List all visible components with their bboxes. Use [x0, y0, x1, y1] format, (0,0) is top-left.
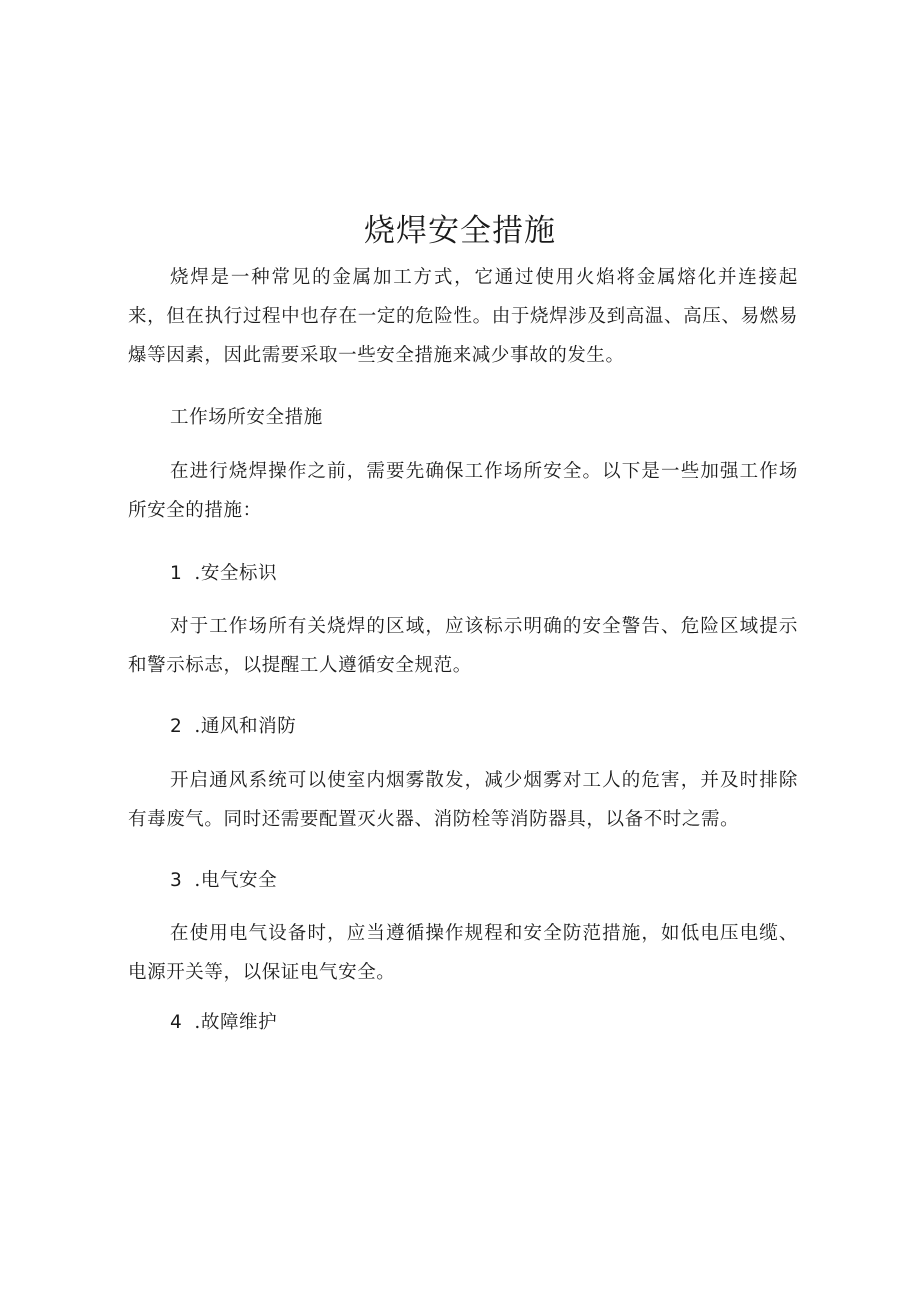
- item-heading-4: [170, 1003, 277, 1042]
- section-intro-paragraph: 在进行烧焊操作之前，需要先确保工作场所安全。以下是一些加强工作场所安全的措施：: [128, 461, 798, 521]
- item-number: 1: [170, 563, 183, 584]
- item-number: 2: [170, 716, 183, 737]
- item-title: .安全标识: [194, 563, 278, 584]
- item-body-3: 在使用电气设备时，应当遵循操作规程和安全防范措施，如低电压电缆、电源开关等，以保证电气安全。: [128, 923, 798, 983]
- item-title: .电气安全: [194, 870, 278, 891]
- item-title: .通风和消防: [194, 716, 297, 737]
- section-heading: 工作场所安全措施: [170, 407, 323, 428]
- item-heading-2: [170, 707, 296, 746]
- intro-paragraph: 烧焊是一种常见的金属加工方式，它通过使用火焰将金属熔化并连接起来，但在执行过程中也存在一定的危险性。由于烧焊涉及到高温、高压、易燃易爆等因素，因此需要采取一些安全措施来减少事故的发生。: [128, 267, 798, 366]
- item-number: 3: [170, 870, 183, 891]
- item-heading-1: [170, 554, 277, 593]
- item-number: 4: [170, 1012, 183, 1033]
- item-body-2: 开启通风系统可以使室内烟雾散发，减少烟雾对工人的危害，并及时排除有毒废气。同时还需要配置灭火器、消防栓等消防器具，以备不时之需。: [128, 770, 798, 830]
- item-title: .故障维护: [194, 1012, 278, 1033]
- item-heading-3: [170, 861, 277, 900]
- document-title: 烧焊安全措施: [364, 213, 556, 249]
- item-body-1: 对于工作场所有关烧焊的区域，应该标示明确的安全警告、危险区域提示和警示标志，以提醒工人遵循安全规范。: [128, 616, 798, 676]
